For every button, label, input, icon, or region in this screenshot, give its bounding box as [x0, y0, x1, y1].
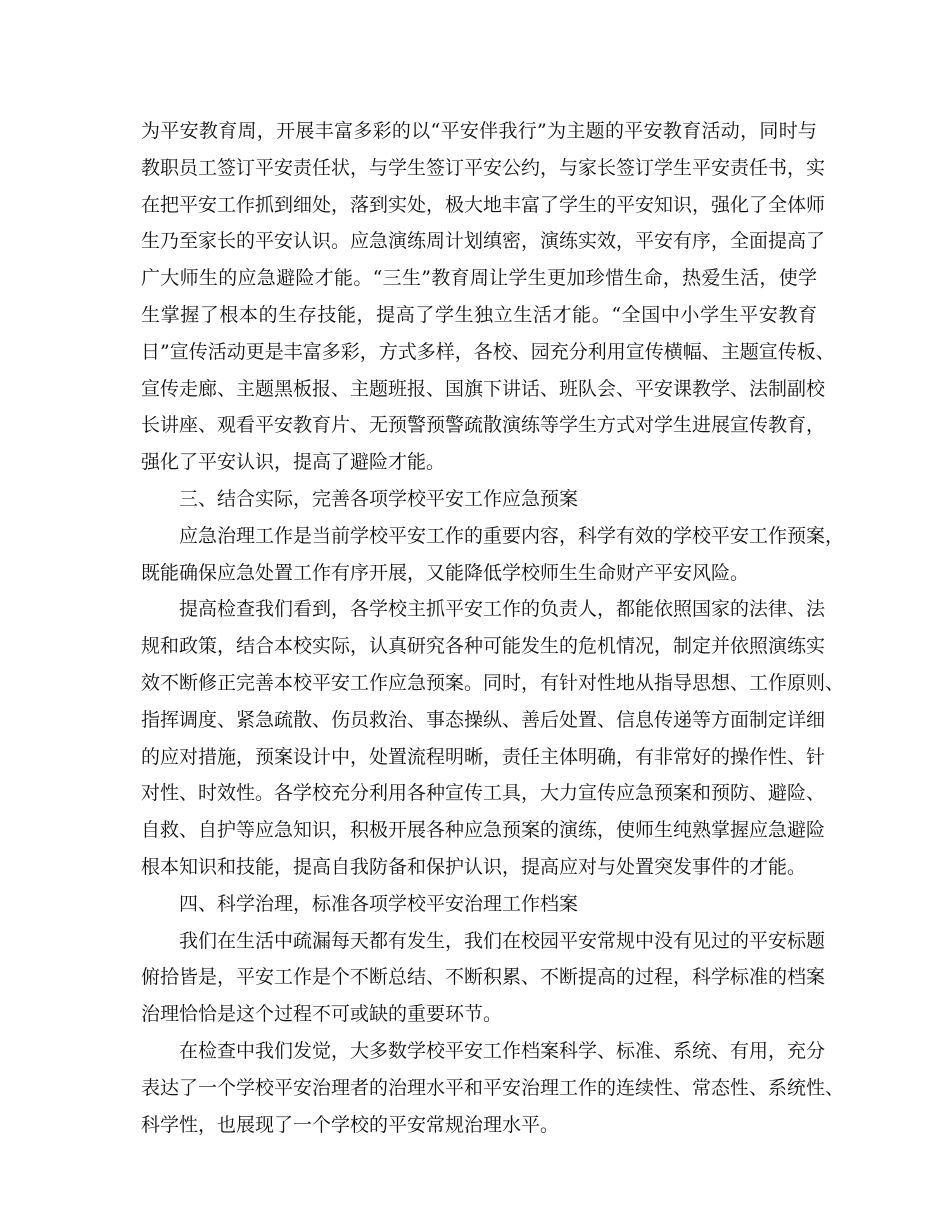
text-line: 效不断修正完善本校平安工作应急预案。同时，有针对性地从指导思想、工作原则、: [141, 671, 845, 694]
text-line: 应急治理工作是当前学校平安工作的重要内容，科学有效的学校平安工作预案，: [179, 524, 845, 547]
paragraph: [141, 591, 845, 885]
text-line: 俯拾皆是，平安工作是个不断总结、不断积累、不断提高的过程，科学标准的档案: [141, 966, 826, 989]
paragraph: [141, 518, 845, 592]
text-line: 宣传走廊、主题黑板报、主题班报、国旗下讲话、班队会、平安课教学、法制副校: [141, 377, 826, 400]
text-line: 在把平安工作抓到细处，落到实处，极大地丰富了学生的平安知识，强化了全体师: [141, 193, 826, 216]
text-line: 生乃至家长的平安认识。应急演练周计划缜密，演练实效，平安有序，全面提高了: [141, 230, 826, 253]
text-line: 的应对措施，预案设计中，处置流程明晰，责任主体明确，有非常好的操作性、针: [141, 745, 826, 768]
document-body: [141, 113, 845, 1143]
text-line: 在检查中我们发觉，大多数学校平安工作档案科学、标准、系统、有用，充分: [179, 1039, 826, 1062]
paragraph: [141, 1033, 845, 1143]
text-line: 自救、自护等应急知识，积极开展各种应急预案的演练，使师生纯熟掌握应急避险: [141, 819, 826, 842]
text-line: 治理恰恰是这个过程不可或缺的重要环节。: [141, 1003, 503, 1026]
text-line: 对性、时效性。各学校充分利用各种宣传工具，大力宣传应急预案和预防、避险、: [141, 782, 826, 805]
text-line: 规和政策，结合本校实际，认真研究各种可能发生的危机情况，制定并依照演练实: [141, 635, 826, 658]
text-line: 表达了一个学校平安治理者的治理水平和平安治理工作的连续性、常态性、系统性、: [141, 1076, 845, 1099]
section-heading: [141, 481, 817, 518]
text-line: 根本知识和技能，提高自我防备和保护认识，提高应对与处置突发事件的才能。: [141, 855, 807, 878]
text-line: 教职员工签订平安责任状，与学生签订平安公约，与家长签订学生平安责任书，实: [141, 156, 826, 179]
text-line: 科学性，也展现了一个学校的平安常规治理水平。: [141, 1113, 560, 1136]
text-line: 既能确保应急处置工作有序开展，又能降低学校师生生命财产平安风险。: [141, 561, 750, 584]
text-line: 为平安教育周，开展丰富多彩的以“平安伴我行”为主题的平安教育活动，同时与: [141, 120, 817, 142]
section-heading: [141, 886, 817, 923]
text-line: 强化了平安认识，提高了避险才能。: [141, 451, 446, 474]
text-line: 生掌握了根本的生存技能，提高了学生独立生活才能。“全国中小学生平安教育: [141, 303, 817, 326]
paragraph: [141, 923, 826, 1033]
text-line: 我们在生活中疏漏每天都有发生，我们在校园平安常规中没有见过的平安标题: [179, 929, 826, 952]
text-line: 指挥调度、紧急疏散、伤员救治、事态操纵、善后处置、信息传递等方面制定详细: [141, 708, 826, 731]
text-line: 广大师生的应急避险才能。“三生”教育周让学生更加珍惜生命，热爱生活，使学: [141, 267, 817, 290]
section-heading-text: 四、科学治理，标准各项学校平安治理工作档案: [179, 892, 579, 915]
text-line: 提高检查我们看到，各学校主抓平安工作的负责人，都能依照国家的法律、法: [179, 598, 826, 621]
section-heading-text: 三、结合实际，完善各项学校平安工作应急预案: [179, 487, 579, 510]
paragraph: [141, 113, 835, 481]
text-line: 日”宣传活动更是丰富多彩，方式多样，各校、园充分利用宣传横幅、主题宣传板、: [141, 340, 835, 363]
text-line: 长讲座、观看平安教育片、无预警预警疏散演练等学生方式对学生进展宣传教育，: [141, 414, 826, 437]
